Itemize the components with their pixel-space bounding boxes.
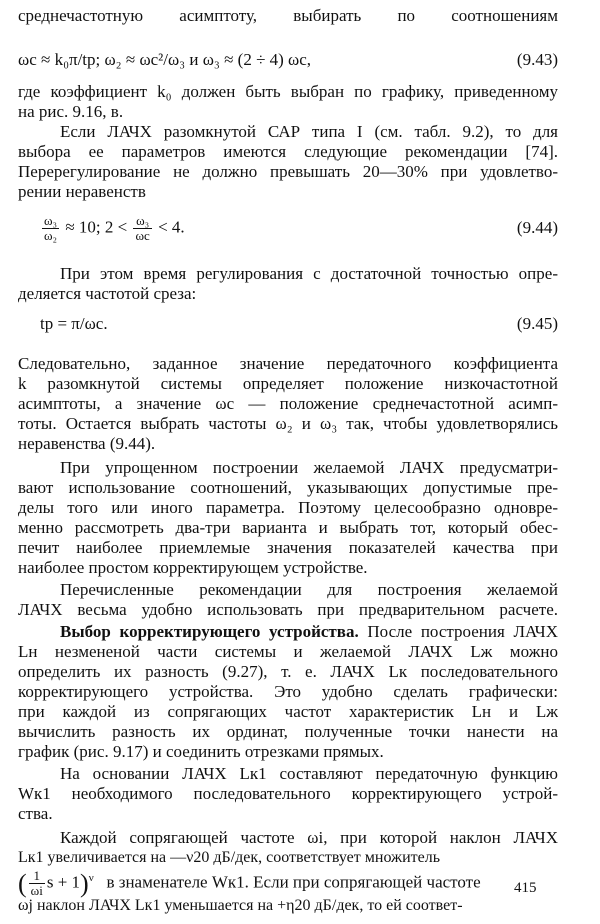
text-line: На основании ЛАЧХ Lк1 составляют передаточную функцию (60, 764, 558, 783)
text-line: при каждой из сопрягающих частот характеристик Lн и Lж (18, 702, 558, 721)
equation-number: (9.45) (516, 314, 558, 333)
text-line: При этом время регулирования с достаточной точностью опре- (60, 264, 558, 283)
fraction: $\frac{\text{ω₃}}{\text{ω₂}}$ (44, 213, 58, 243)
text-line: Каждой сопрягающей частоте ωi, при которой наклон ЛАЧХ (60, 828, 558, 847)
text-line: Перерегулирование не должно превышать 20—30% при удовлетво- (18, 162, 558, 181)
text-line: Wк1 необходимого последовательного корректирующего устрой- (18, 784, 558, 803)
text-line: ства. (18, 804, 53, 823)
page-number: 415 (514, 880, 537, 896)
text-line: определить их разность (9.27), т. е. ЛАЧХ Lк последовательного (18, 662, 558, 681)
equation-9-44: $\frac{\text{ω₃}}{\text{ω₂}}$ ≈ 10; 2 < $\frac{\text{ω₃}}{\omega с}$ < 4. (44, 213, 185, 243)
section-heading: Выбор корректирующего устройства. (60, 622, 359, 641)
equation-number: (9.43) (516, 50, 558, 69)
fraction: $\frac{\text{ω₃}}{\omega с}$ (135, 213, 150, 243)
text-line: выбора ее параметров имеются следующие рекомендации [74]. (18, 142, 558, 161)
multiplier-denominator-line: ( $\frac{1}{\omega i}$ s + 1)$^\nu$ в знаменателе Wк1. Если при сопрягающей частоте (18, 868, 481, 899)
text-line: ЛАЧХ весьма удобно использовать при предварительном расчете. (18, 600, 558, 619)
text-line: тоты. Остается выбрать частоты ω₂ и ω₃ так, чтобы удовлетворялись (18, 414, 558, 433)
text-line: ωj наклон ЛАЧХ Lк1 уменьшается на +η20 дБ/дек, то ей соответ- (18, 897, 463, 914)
text-line: график (рис. 9.17) и соединить отрезками прямых. (18, 742, 384, 761)
text-line: печит наиболее приемлемые значения показателей качества при (18, 538, 558, 557)
text-line: менно рассмотреть два-три варианта и выбрать тот, который обес- (18, 518, 558, 537)
text-line: на рис. 9.16, в. (18, 102, 124, 121)
equation-9-45: tр = π/ωс. (40, 314, 108, 333)
text-line: где коэффициент k₀ должен быть выбран по графику, приведенному (18, 82, 558, 101)
text-line: k разомкнутой системы определяет положение низкочастотной (18, 374, 558, 393)
text-line: неравенства (9.44). (18, 434, 156, 453)
text-line: Следовательно, заданное значение передаточного коэффициента (18, 354, 558, 373)
text-line: рении неравенств (18, 182, 146, 201)
section-heading-line: Выбор корректирующего устройства. После построения ЛАЧХ (60, 622, 559, 641)
text-line: Lк1 увеличивается на —ν20 дБ/дек, соответствует множитель (18, 849, 441, 866)
equation-9-43: ωс ≈ k₀π/tр; ω₂ ≈ ωс²/ω₃ и ω₃ ≈ (2 ÷ 4) ωс, (18, 50, 312, 69)
text-line: асимптоты, а значение ωс — положение среднечастотной асимп- (18, 394, 558, 413)
text-line: деляется частотой среза: (18, 284, 197, 303)
text-line: Lн незмененой части системы и желаемой ЛАЧХ Lж можно (18, 642, 558, 661)
text-line: среднечастотную асимптоту, выбирать по соотношениям (18, 6, 558, 25)
equation-number: (9.44) (516, 218, 558, 237)
fraction: $\frac{1}{\omega i}$ (30, 868, 43, 899)
text-line: делы того или иного параметра. Поэтому целесообразно одновре- (18, 498, 558, 517)
text-line: Если ЛАЧХ разомкнутой САР типа I (см. табл. 9.2), то для (60, 122, 558, 141)
text-line: наиболее простом корректирующем устройстве. (18, 558, 368, 577)
text-line: При упрощенном построении желаемой ЛАЧХ предусматри- (60, 458, 558, 477)
text-line: вают использование соотношений, указывающих допустимые пре- (18, 478, 558, 497)
text-line: вычислить разность их ординат, полученные точки нанести на (18, 722, 558, 741)
text-line: корректирующего устройства. Это удобно сделать графически: (18, 682, 558, 701)
text-line: Перечисленные рекомендации для построения желаемой (60, 580, 558, 599)
